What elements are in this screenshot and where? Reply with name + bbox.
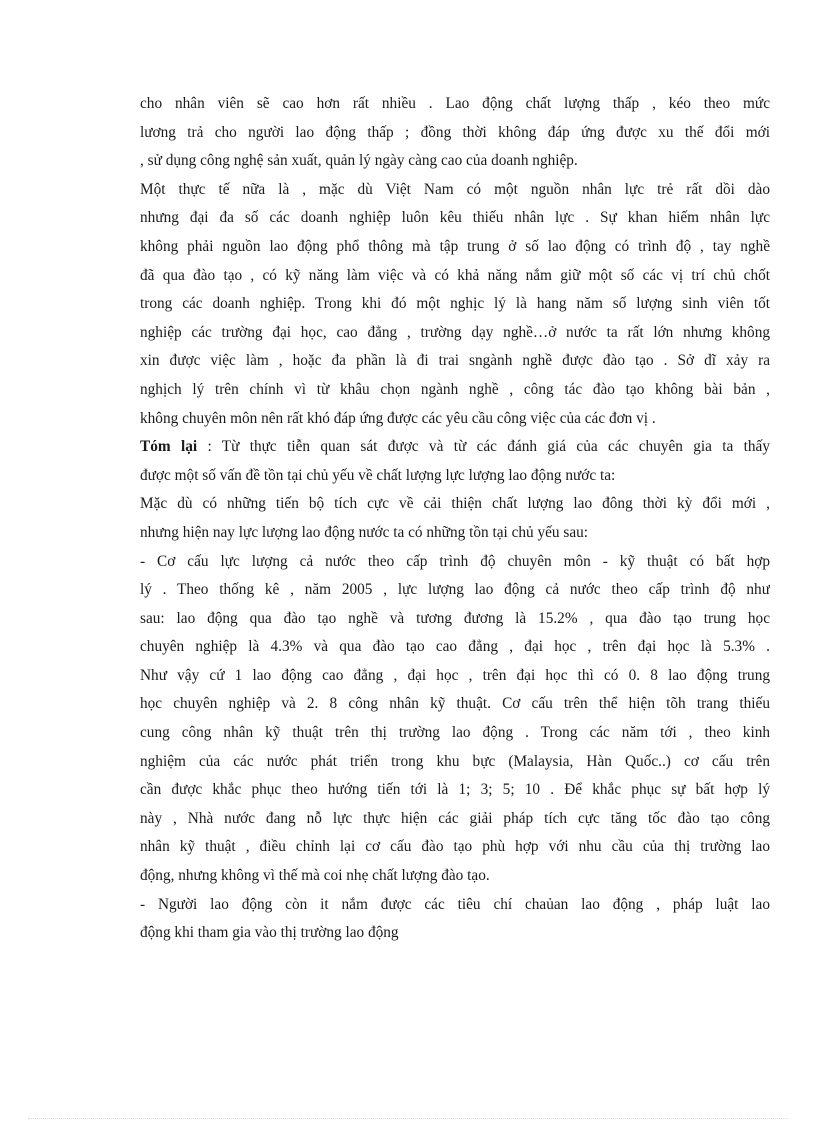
page-bottom-rule <box>28 1118 788 1119</box>
line-text: không chuyên môn nên rất khó đáp ứng được các yêu cầu công việc của các đơn vị . <box>140 409 656 427</box>
line-text: nghiệp các trường đại học, cao đẳng , trường dạy nghề…ở nước ta rất lớn nhưng không <box>140 323 770 341</box>
text-line <box>140 548 770 577</box>
line-text: Mặc dù có những tiến bộ tích cực về cải thiện chất lượng lao đông thời kỳ đổi mới , <box>140 495 770 513</box>
line-text: cho nhân viên sẽ cao hơn rất nhiều . Lao động chất lượng thấp , kéo theo mức <box>140 95 770 112</box>
line-text: được một số vấn đề tồn tại chủ yếu về chất lượng lực lượng lao động nước ta: <box>140 466 616 484</box>
text-line <box>140 662 770 691</box>
line-text: Như vậy cứ 1 lao động cao đẳng , đại học , trên đại học thì có 0. 8 lao động trung <box>140 666 770 684</box>
text-line <box>140 891 770 920</box>
text-line <box>140 233 770 262</box>
line-text: : Từ thực tiễn quan sát được và từ các đánh giá của các chuyên gia ta thấy <box>197 438 770 456</box>
line-text: đã qua đào tạo , có kỹ năng làm việc và có khả năng nắm giữ một số các vị trí chủ chốt <box>140 266 770 284</box>
text-line <box>140 633 770 662</box>
text-line <box>140 176 770 205</box>
text-line <box>140 862 770 891</box>
body-text <box>140 90 770 948</box>
text-line <box>140 519 770 548</box>
line-text: chuyên nghiệp là 4.3% và qua đào tạo cao đẳng , đại học , trên đại học là 5.3% . <box>140 638 770 656</box>
line-text: - Người lao động còn it nắm được các tiêu chí chaủan lao động , pháp luật lao <box>140 895 770 913</box>
line-text: trong các doanh nghiệp. Trong khi đó một nghịc lý là hang năm số lượng sinh viên tốt <box>140 295 770 313</box>
text-line <box>140 748 770 777</box>
line-text: động khi tham gia vào thị trường lao động <box>140 924 399 942</box>
text-line <box>140 776 770 805</box>
text-line <box>140 919 770 948</box>
line-text: Một thực tế nữa là , mặc dù Việt Nam có một nguồn nhân lực trẻ rất dồi dào <box>140 180 770 198</box>
text-line <box>140 605 770 634</box>
text-line <box>140 405 770 434</box>
line-text: học chuyên nghiệp và 2. 8 công nhân kỹ thuật. Cơ cấu trên thể hiện tõh trang thiếu <box>140 695 770 713</box>
line-text: nhân kỹ thuật , điều chỉnh lại cơ cấu đào tạo phù hợp với nhu cầu của thị trường lao <box>140 838 770 856</box>
line-text: nghiệm của các nước phát triển trong khu bực (Malaysia, Hàn Quốc..) cơ cấu trên <box>140 752 770 770</box>
text-line <box>140 690 770 719</box>
line-text: không phải nguồn lao động phổ thông mà tập trung ở số lao động có trình độ , tay nghề <box>140 237 770 255</box>
text-line <box>140 719 770 748</box>
text-line <box>140 433 770 462</box>
text-line <box>140 347 770 376</box>
bold-lead-in: Tóm lại <box>140 438 198 456</box>
line-text: động, nhưng không vì thế mà coi nhẹ chất lượng đào tạo. <box>140 867 490 885</box>
text-line <box>140 805 770 834</box>
text-line <box>140 576 770 605</box>
line-text: nghịch lý trên chính vì từ khâu chọn ngành nghề , công tác đào tạo không bài bản , <box>140 380 770 398</box>
text-line <box>140 462 770 491</box>
text-line <box>140 262 770 291</box>
text-line <box>140 204 770 233</box>
text-line <box>140 376 770 405</box>
line-text: lương trả cho người lao động thấp ; đồng thời không đáp ứng được xu thế đổi mới <box>140 123 770 141</box>
text-line <box>140 90 770 119</box>
text-line <box>140 119 770 148</box>
line-text: cần được khắc phục theo hướng tiến tới là 1; 3; 5; 10 . Để khắc phục sự bất hợp lý <box>140 781 770 799</box>
line-text: cung công nhân kỹ thuật trên thị trường lao động . Trong các năm tới , theo kinh <box>140 724 770 742</box>
line-text: - Cơ cấu lực lượng cả nước theo cấp trình độ chuyên môn - kỹ thuật có bất hợp <box>140 552 770 570</box>
text-line <box>140 290 770 319</box>
line-text: , sử dụng công nghệ sản xuất, quản lý ngày càng cao của doanh nghiệp. <box>140 152 578 170</box>
line-text: nhưng đại đa số các doanh nghiệp luôn kêu thiếu nhân lực . Sự khan hiếm nhân lực <box>140 209 770 227</box>
line-text: sau: lao động qua đào tạo nghề và tương đương là 15.2% , qua đào tạo trung học <box>140 609 770 627</box>
line-text: nhưng hiện nay lực lượng lao động nước ta có những tồn tại chủ yếu sau: <box>140 523 589 541</box>
text-line <box>140 833 770 862</box>
line-text: này , Nhà nước đang nỗ lực thực hiện các giải pháp tích cực tăng tốc đào tạo công <box>140 809 770 827</box>
line-text: xin được việc làm , hoặc đa phần là đi trai sngành nghề được đào tạo . Sở dĩ xảy ra <box>140 352 770 370</box>
text-line <box>140 490 770 519</box>
line-text: lý . Theo thống kê , năm 2005 , lực lượng lao động cả nước theo cấp trình độ như <box>140 581 770 599</box>
text-line <box>140 147 770 176</box>
text-line <box>140 319 770 348</box>
